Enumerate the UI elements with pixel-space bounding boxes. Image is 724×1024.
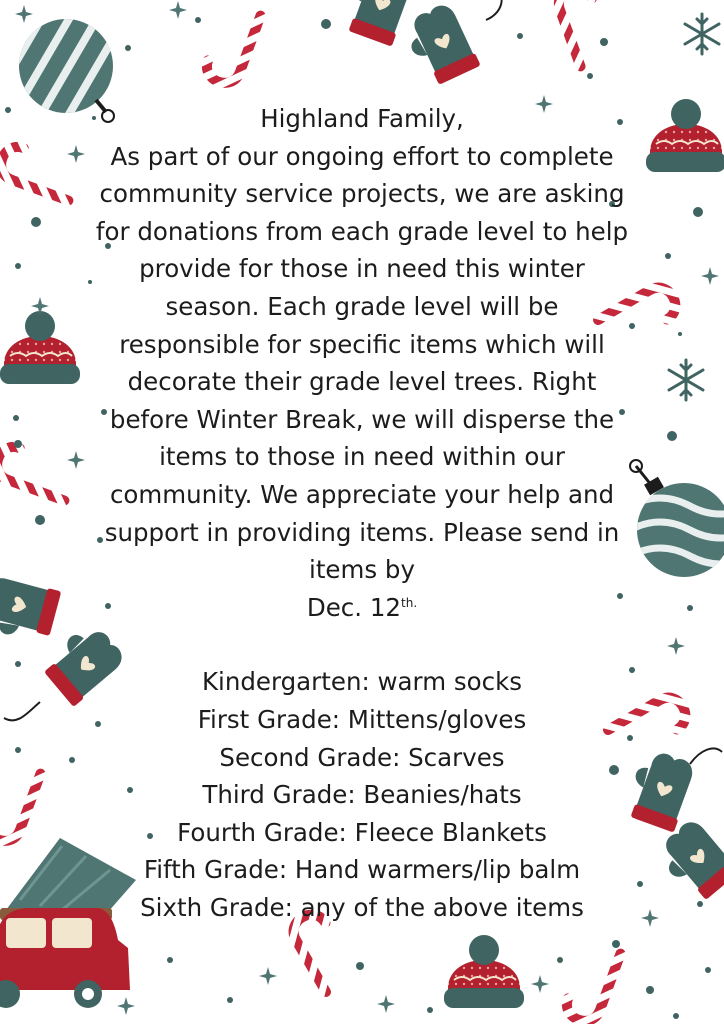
grade-item: Fourth Grade: Fleece Blankets [177, 817, 547, 847]
greeting: Highland Family, [260, 104, 464, 133]
grade-item: Sixth Grade: any of the above items [140, 892, 584, 922]
flyer-text [92, 100, 632, 926]
star-icon [169, 1, 187, 19]
star-icon [377, 995, 395, 1013]
beanie-icon [646, 99, 724, 172]
candy-cane-icon [562, 942, 620, 1024]
mitten-icon [652, 815, 724, 906]
beanie-icon [444, 935, 524, 1008]
star-icon [701, 267, 719, 285]
grade-item: Kindergarten: warm socks [201, 667, 523, 697]
mitten-icon [339, 0, 416, 47]
star-icon [67, 451, 85, 469]
candy-cane-icon [0, 442, 76, 500]
candy-cane-icon [0, 762, 41, 846]
mitten-icon [0, 573, 61, 645]
deadline-suffix: th. [401, 595, 418, 610]
star-icon [641, 909, 659, 927]
deadline-date: Dec. 12 [306, 592, 402, 622]
star-icon [531, 975, 549, 993]
grade-item: First Grade: Mittens/gloves [197, 704, 527, 734]
mitten-icon [400, 0, 481, 89]
candy-cane-icon [202, 4, 260, 88]
star-icon [31, 297, 49, 315]
candy-cane-icon [0, 142, 80, 200]
grade-item: Second Grade: Scarves [219, 742, 505, 772]
star-icon [117, 997, 135, 1015]
grade-item: Third Grade: Beanies/hats [202, 780, 522, 810]
star-icon [67, 145, 85, 163]
ornament-icon [630, 460, 724, 577]
grade-item: Fifth Grade: Hand warmers/lip balm [143, 855, 581, 885]
announcement-body [92, 138, 632, 627]
announcement-text: As part of our ongoing effort to complete community service projects, we are asking for donations from each grade level to help provide for those in need this winter season. Each grade level will be responsible for specific items which will decorate their grade level trees. Right before Winter Break, we will disperse the items to those in need within our community. We appreciate your help and support in providing items. Please send in items by [95, 141, 629, 585]
star-icon [667, 637, 685, 655]
snowflake-icon [669, 360, 703, 400]
star-icon [259, 967, 277, 985]
mitten-icon [621, 746, 698, 833]
star-icon [15, 5, 33, 23]
candy-cane-icon [554, 0, 612, 66]
grade-item-list [92, 663, 632, 926]
snowflake-icon [685, 14, 719, 54]
beanie-icon [0, 311, 80, 384]
